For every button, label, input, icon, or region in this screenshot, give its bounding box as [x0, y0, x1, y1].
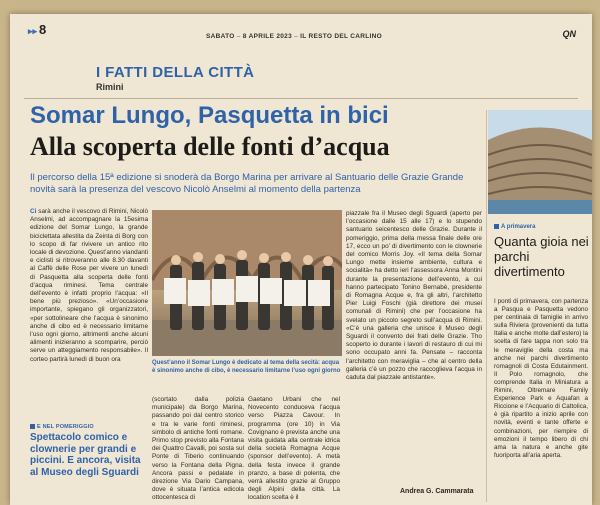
column-divider: [486, 110, 487, 502]
section-city: Rimini: [96, 82, 124, 92]
right-story-body: I ponti di primavera, con partenza a Pasqua e Pasquetta vedono per centinaia di famiglie in arrivo sulla Riviera (provenienti da tutta Italia e anche molte dall’estero) la scelta di fare tappa non solo tra le meraviglie della costa ma anche nei parchi divertimento romagnoli di Costa Edutainment. Il Polo romagnolo, che comprende Italia in Miniatura a Rimini, Oltremare Family Experience Park e Aquafan a Riccione e l’Acquario di Cattolica, è già ripartito a inizio aprile con novità, eventi e tante offerte e combinazioni, per riempire di emozioni il tempo libero di chi ama la natura e anche gite fuoriporta all’aria aperta.: [494, 298, 588, 459]
article-column-1: [30, 208, 148, 364]
headline-main: Alla scoperta delle fonti d’acqua: [30, 132, 390, 161]
page-header: [10, 14, 592, 40]
amphitheater-illustration: [488, 110, 592, 214]
photo-caption: Quest’anno il Somar Lungo è dedicato al tema della secità: acqua è sinonimo anche di cibo, è necessario limitarne l’uso ogni giorno: [152, 360, 341, 374]
sidebar-tag: E NEL POMERIGGIO: [30, 424, 148, 430]
sidebar-title: Spettacolo comico e clownerie per grandi e piccini. E ancora, visita al Museo degli Sguardi: [30, 432, 141, 478]
square-bullet-icon: [494, 224, 499, 229]
column-1-text: sarà anche il vescovo di Rimini, Nicolò Anselmi, ad accompagnare la 15esima edizione del Somar Lungo, la grande biciclettata allestita da Zeinta di Borg con lo scopo di far rivivere un antico rito locale di devozione. Quest’anno viandanti e ciclisti si ritroveranno alle 8.30 davanti al Caffè delle Rose per vivere un lunedì di Pasquetta alla scoperta delle fonti d’acqua riminesi. Tema centrale dell’evento è infatti proprio l’acqua: «Il bene più prezioso». «Un’occasione importante, spiegano gli organizzatori, «per sottolineare che l’acqua è sinonimo anche di cibo ed è necessario limitarne l’uso ogni giorno, altrimenti anche alcuni alimenti inizieranno a scomparire, perciò serve un atteggiamento responsabile». Il corteo partirà lunedì di buon ora: [30, 208, 148, 363]
dateline-paper: IL RESTO DEL CARLINO: [300, 33, 382, 40]
section-divider: [24, 98, 578, 99]
sidebar-box: [30, 424, 148, 478]
page-number: ▸▸ 8: [28, 22, 47, 37]
article-deck: Il percorso della 15ª edizione si snoderà da Borgo Marina per arrivare al Santuario delle Grazie Grande novità sarà la presenza del vescovo Nicolò Anselmi al momento della partenza: [30, 172, 464, 195]
dateline-day: SABATO: [206, 33, 235, 40]
right-story-title: Quanta gioia nei parchi divertimento: [494, 234, 589, 279]
article-column-4: piazzale fra il Museo degli Sguardi (aperto per l’occasione dalle 15 alle 17) e lo stupendo santuario seicentesco delle Grazie. Durante il pomeriggio, prima della messa finale delle ore 17, ecco un po’ di divertimento con le clownerie del comico Morris Joy. «Il tema della Somar Lungo mette insieme ambiente, cultura e socialità» ha detto ieri l’assessora Anna Montini durante la presentazione dell’evento, a cui hanno partecipato Tonino Bernabè, presidente di Romagna Acque e, fra gli altri, l’architetto Pier Luigi Foschi (già direttore dei musei comunali di Rimini) che per l’occasione ha svelato un piccolo segreto sull’acqua di Rimini. «C’è una galleria che unisce il Museo degli Sguardi il convento dei frati delle Grazie. Tho scoperto io durante i lavori di restauro di cui mi sono occupato anni fa. Pensate – racconta l’architetto con meraviglia – che al centro della galleria c’è un pozzo che raccoglieva l’acqua in caduta dal piazzale antistante».: [346, 210, 482, 382]
headline-top: Somar Lungo, Pasquetta in bici: [30, 102, 389, 129]
section-title: I FATTI DELLA CITTÀ: [96, 64, 255, 81]
dateline-date: 8 APRILE 2023: [242, 33, 292, 40]
square-bullet-icon: [30, 424, 35, 429]
article-column-2: (scortato dalla polizia municipale) da Borgo Marina, passando poi dal centro storico e tra le varie fonti riminesi, simbolo di antiche fonti romane. Primo stop previsto alla Fontana dei Quattro Cavalli, poi sosta sul Ponte di Tiberio continuando verso la Fontana della Pigna. Ancora passi e pedalate in direzione Via Dario Campana, dove è situata l’antica edicola ottocentesca di: [152, 396, 244, 502]
group-photo-illustration: [152, 210, 342, 356]
newspaper-page: [10, 14, 592, 505]
dateline: SABATO – 8 APRILE 2023 – IL RESTO DEL CARLINO: [206, 33, 382, 40]
arrow-icon: ▸▸: [28, 26, 38, 36]
byline: Andrea G. Cammarata: [400, 488, 474, 495]
stadium-photo: [488, 110, 592, 214]
lead-word: Ci: [30, 208, 37, 215]
section-header: [10, 50, 592, 90]
article-column-3: Gaetano Urbani che nel Novecento conduceva l’acqua verso Piazza Cavour. In programma (ore 10) in Via Covignano è prevista anche una visita guidata alla centrale idrica della società Romagna Acque (sponsor dell’evento). A metà della festa invece il grande pranzo, a base di polenta, che verrà allestito grazie al Gruppo degli Alpini della città. La location scelta è il: [248, 396, 340, 502]
article-photo: [152, 210, 342, 356]
brand-logo: QN: [562, 29, 576, 39]
right-story-tag: A primavera: [494, 224, 535, 230]
